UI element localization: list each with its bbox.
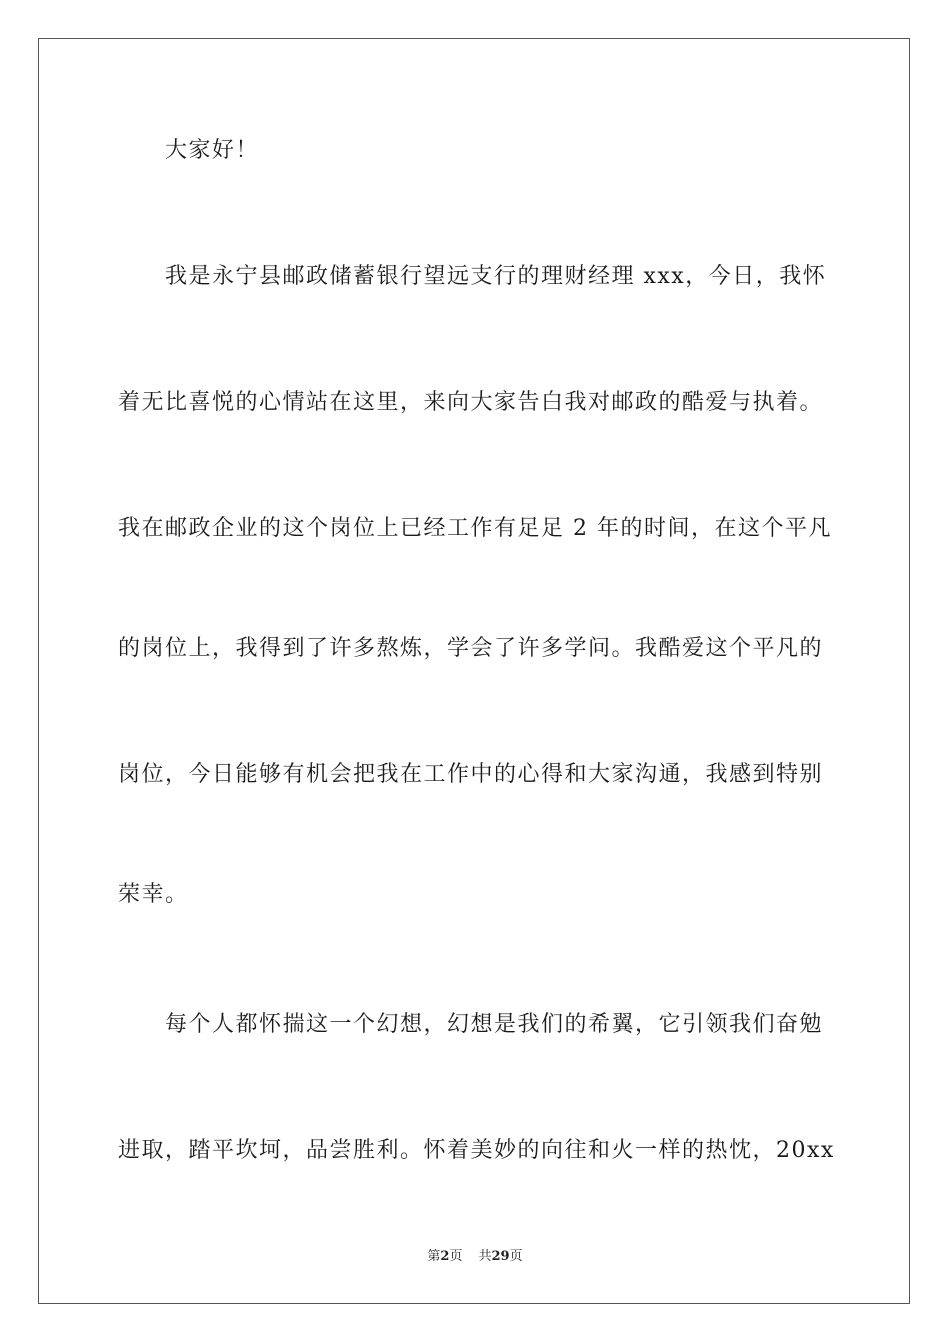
paragraph-1-line-6: 荣幸。 (118, 882, 189, 907)
paragraph-2-line-2: 进取，踏平坎坷，品尝胜利。怀着美妙的向往和火一样的热忱，20xx (118, 1138, 835, 1163)
total-suffix: 页 (509, 1249, 523, 1264)
total-page-count: 29 (491, 1249, 510, 1264)
greeting-line: 大家好！ (165, 138, 260, 163)
paragraph-1-line-2: 着无比喜悦的心情站在这里，来向大家告白我对邮政的酷爱与执着。 (118, 390, 824, 415)
paragraph-2-line-1: 每个人都怀揣这一个幻想，幻想是我们的希翼，它引领我们奋勉 (165, 1012, 824, 1037)
paragraph-1-line-1: 我是永宁县邮政储蓄银行望远支行的理财经理 xxx，今日，我怀 (165, 264, 827, 289)
page-footer (0, 1248, 950, 1266)
page-frame (38, 38, 910, 1304)
paragraph-1-line-3: 我在邮政企业的这个岗位上已经工作有足足 2 年的时间，在这个平凡 (118, 516, 832, 541)
page-suffix: 页 (449, 1249, 463, 1264)
total-prefix: 共 (478, 1249, 492, 1264)
current-page-number: 2 (440, 1249, 450, 1264)
paragraph-1-line-4: 的岗位上，我得到了许多熬炼，学会了许多学问。我酷爱这个平凡的 (118, 636, 824, 661)
page-prefix: 第 (427, 1249, 441, 1264)
paragraph-1-line-5: 岗位，今日能够有机会把我在工作中的心得和大家沟通，我感到特别 (118, 762, 824, 787)
